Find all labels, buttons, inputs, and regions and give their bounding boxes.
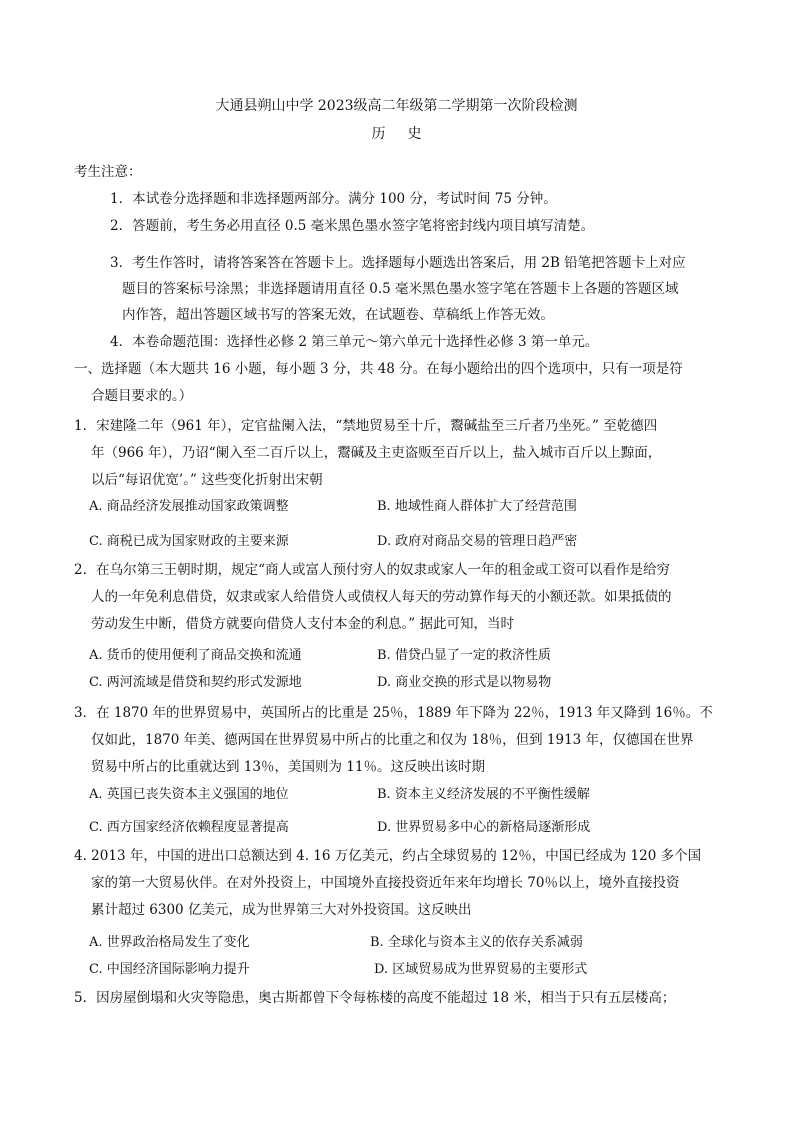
question-2-option-d: D. 商业交换的形式是以物易物: [377, 675, 552, 690]
question-4-option-c: C. 中国经济国际影响力提升: [89, 962, 250, 977]
subject-title: 历史: [371, 126, 444, 142]
question-1-option-a: A. 商品经济发展推动国家政策调整: [89, 499, 289, 514]
notice-item: 4．本卷命题范围：选择性必修 2 第三单元～第六单元十选择性必修 3 第一单元。: [110, 334, 599, 350]
section-heading: 一、选择题（本大题共 16 小题，每小题 3 分，共 48 分。在每小题给出的四个选项中，只有一项是符: [74, 361, 683, 377]
notice-item: 1．本试卷分选择题和非选择题两部分。满分 100 分，考试时间 75 分钟。: [110, 191, 557, 207]
question-4-option-d: D. 区域贸易成为世界贸易的主要形式: [374, 962, 588, 977]
question-1-text: 1．宋建隆二年（961 年），定官盐阑入法，“禁地贸易至十斤，鬻碱盐至三斤者乃坐死。” 至乾德四: [74, 418, 658, 434]
question-2-option-c: C. 两河流域是借贷和契约形式发源地: [89, 675, 302, 690]
question-3-text: 3．在 1870 年的世界贸易中，英国所占的比重是 25％，1889 年下降为 22％，1913 年又降到 16％。不: [74, 705, 713, 721]
question-4-text: 家的第一大贸易伙伴。在对外投资上，中国境外直接投资近年来年均增长 70％以上，境外直接投资: [91, 875, 680, 891]
question-2-option-a: A. 货币的使用便利了商品交换和流通: [89, 648, 302, 663]
notice-item: 2．答题前，考生务必用直径 0.5 毫米黑色墨水签字笔将密封线内项目填写清楚。: [110, 218, 595, 234]
question-2-option-b: B. 借贷凸显了一定的救济性质: [377, 648, 551, 663]
notice-item: 题目的答案标号涂黑；非选择题请用直径 0.5 毫米黑色墨水签字笔在答题卡上各题的答题区域: [122, 281, 679, 297]
question-3-option-d: D. 世界贸易多中心的新格局逐渐形成: [377, 820, 591, 835]
question-3-option-b: B. 资本主义经济发展的不平衡性缓解: [377, 787, 590, 802]
question-2-text: 人的一年免利息借贷，奴隶或家人给借贷人或债权人每天的劳动算作每天的小额还款。如果抵债的: [91, 589, 672, 605]
question-3-text: 仅如此，1870 年美、德两国在世界贸易中所占的比重之和仅为 18％，但到 1913 年，仅德国在世界: [91, 732, 694, 748]
question-3-option-a: A. 英国已丧失资本主义强国的地位: [89, 787, 289, 802]
question-3-option-c: C. 西方国家经济依赖程度显著提高: [89, 820, 289, 835]
exam-title: 大通县朔山中学 2023级高二年级第二学期第一次阶段检测: [215, 98, 578, 114]
question-1-option-c: C. 商税已成为国家财政的主要来源: [89, 534, 289, 549]
question-1-option-d: D. 政府对商品交易的管理日趋严密: [377, 534, 578, 549]
question-4-option-b: B. 全球化与资本主义的依存关系减弱: [370, 935, 583, 950]
question-4-text: 4. 2013 年，中国的进出口总额达到 4. 16 万亿美元，约占全球贸易的 12％，中国已经成为 120 多个国: [74, 848, 702, 864]
question-3-text: 贸易中所占的比重就达到 13％，美国则为 11％。这反映出该时期: [91, 759, 485, 775]
question-5-text: 5．因房屋倒塌和火灾等隐患，奥古斯都曾下令每栋楼的高度不能超过 18 米，相当于只有五层楼高；: [74, 990, 676, 1006]
question-1-option-b: B. 地域性商人群体扩大了经营范围: [377, 499, 577, 514]
notice-item: 3．考生作答时，请将答案答在答题卡上。选择题每小题选出答案后，用 2B 铅笔把答题卡上对应: [110, 255, 686, 271]
section-heading: 合题目要求的。）: [91, 388, 193, 404]
notice-item: 内作答，超出答题区域书写的答案无效，在试题卷、草稿纸上作答无效。: [122, 307, 554, 323]
question-2-text: 劳动发生中断，借贷方就要向借贷人支付本金的利息。” 据此可知，当时: [91, 616, 514, 632]
question-4-option-a: A. 世界政治格局发生了变化: [89, 935, 250, 950]
question-1-text: 以后“每诏优宽’。” 这些变化折射出宋朝: [91, 472, 323, 488]
question-4-text: 累计超过 6300 亿美元，成为世界第三大对外投资国。这反映出: [91, 902, 472, 918]
question-2-text: 2．在乌尔第三王朝时期，规定“商人或富人预付穷人的奴隶或家人一年的租金或工资可以看作是给穷: [74, 562, 670, 578]
notice-heading: 考生注意：: [74, 164, 142, 180]
question-1-text: 年（966 年），乃诏“阑入至二百斤以上，鬻碱及主吏盗贩至百斤以上，盐入城市百斤以上黥面，: [91, 445, 662, 461]
